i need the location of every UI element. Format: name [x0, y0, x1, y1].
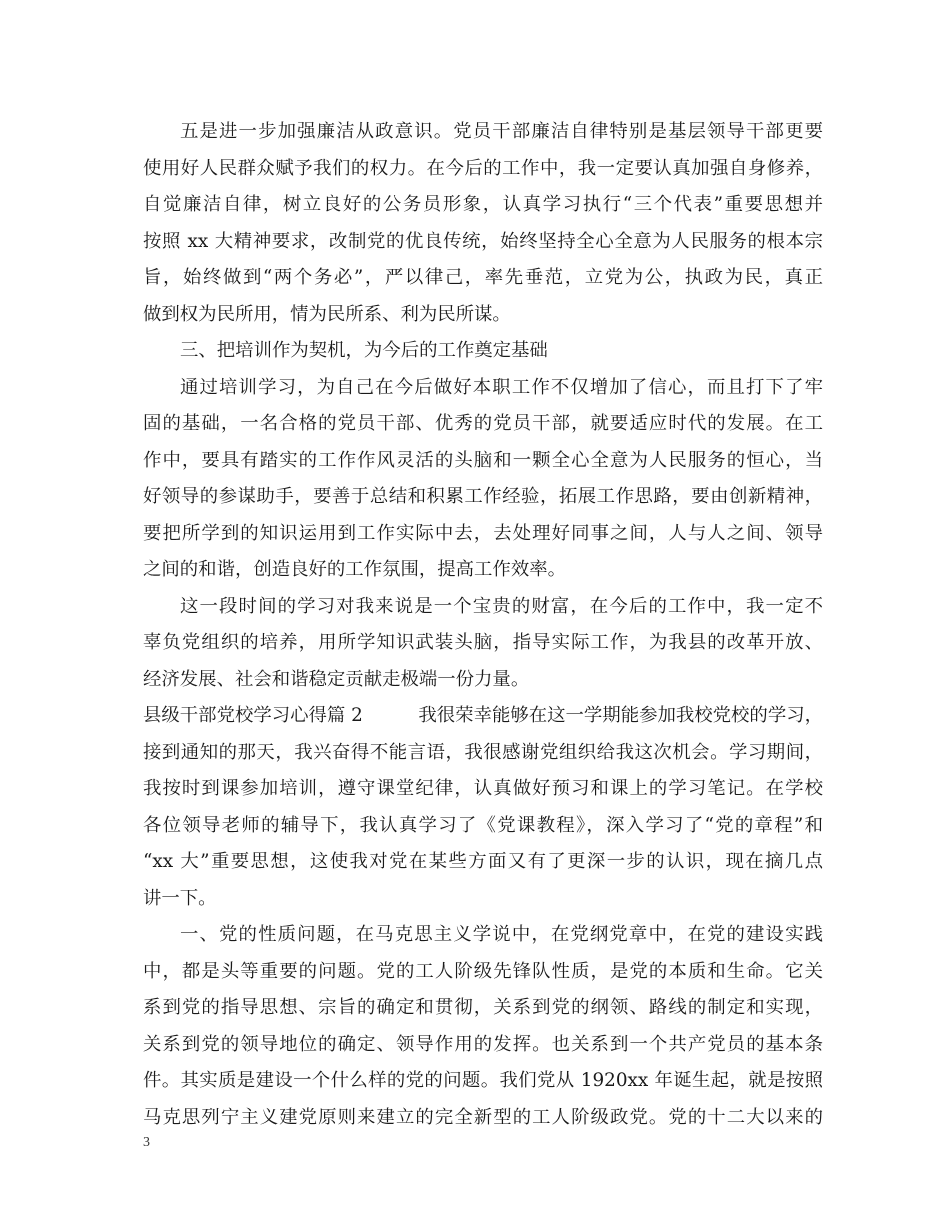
paragraph-line: 通过培训学习，为自己在今后做好本职工作不仅增加了信心，而且打下了牢 — [180, 376, 823, 398]
paragraph-line: 五是进一步加强廉洁从政意识。党员干部廉洁自律特别是基层领导干部更要 — [180, 121, 823, 142]
paragraph-line: 自觉廉洁自律，树立良好的公务员形象，认真学习执行“三个代表”重要思想并 — [143, 194, 823, 215]
paragraph-line: 固的基础，一名合格的党员干部、优秀的党员干部，就要适应时代的发展。在工 — [143, 413, 823, 434]
paragraph-line: 使用好人民群众赋予我们的权力。在今后的工作中，我一定要认真加强自身修养， — [143, 157, 823, 179]
paragraph-line: 一、党的性质问题，在马克思主义学说中，在党纲党章中，在党的建设实践 — [180, 924, 823, 945]
paragraph-line: 讲一下。 — [143, 887, 217, 909]
article-title-line — [143, 698, 823, 735]
document-body — [143, 114, 823, 1136]
paragraph-line: 做到权为民所用，情为民所系、利为民所谋。 — [143, 303, 511, 325]
paragraph-line: 按照 xx 大精神要求，改制党的优良传统，始终坚持全心全意为人民服务的根本宗 — [143, 230, 823, 252]
paragraph-line: 件。其实质是建设一个什么样的党的问题。我们党从 1920xx 年诞生起，就是按照 — [143, 1070, 823, 1091]
section-heading: 三、把培训作为契机，为今后的工作奠定基础 — [180, 340, 548, 361]
paragraph-line: 各位领导老师的辅导下，我认真学习了《党课教程》，深入学习了“党的章程”和 — [143, 814, 823, 836]
paragraph-line: 接到通知的那天，我兴奋得不能言语，我很感谢党组织给我这次机会。学习期间， — [143, 741, 823, 763]
paragraph-line: 关系到党的领导地位的确定、领导作用的发挥。也关系到一个共产党员的基本条 — [143, 1033, 823, 1055]
paragraph-line: 辜负党组织的培养，用所学知识武装头脑，指导实际工作，为我县的改革开放、 — [143, 632, 823, 653]
paragraph-line: 马克思列宁主义建党原则来建立的完全新型的工人阶级政党。党的十二大以来的 — [143, 1106, 823, 1128]
paragraph-line: 旨，始终做到“两个务必”，严以律己，率先垂范，立党为公，执政为民，真正 — [143, 267, 823, 288]
paragraph-line: 好领导的参谋助手，要善于总结和积累工作经验，拓展工作思路，要由创新精神， — [143, 486, 823, 507]
paragraph-line: 系到党的指导思想、宗旨的确定和贯彻，关系到党的纲领、路线的制定和实现， — [143, 997, 823, 1018]
paragraph-line: 我很荣幸能够在这一学期能参加我校党校的学习， — [418, 705, 823, 726]
paragraph-line: 中，都是头等重要的问题。党的工人阶级先锋队性质，是党的本质和生命。它关 — [143, 960, 823, 982]
paragraph-line: 我按时到课参加培训，遵守课堂纪律，认真做好预习和课上的学习笔记。在学校 — [143, 778, 823, 799]
paragraph-line: “xx 大”重要思想，这使我对党在某些方面又有了更深一步的认识，现在摘几点 — [143, 851, 823, 872]
paragraph-line: 经济发展、社会和谐稳定贡献走极端一份力量。 — [143, 668, 530, 690]
page-number: 3 — [143, 1135, 150, 1150]
paragraph-line: 之间的和谐，创造良好的工作氛围，提高工作效率。 — [143, 559, 566, 580]
paragraph-line: 作中，要具有踏实的工作作风灵活的头脑和一颗全心全意为人民服务的恒心，当 — [143, 449, 823, 471]
paragraph-line: 要把所学到的知识运用到工作实际中去，去处理好同事之间，人与人之间、领导 — [143, 522, 823, 544]
article-title: 县级干部党校学习心得篇 2 — [143, 705, 363, 726]
paragraph-line: 这一段时间的学习对我来说是一个宝贵的财富，在今后的工作中，我一定不 — [180, 595, 823, 617]
